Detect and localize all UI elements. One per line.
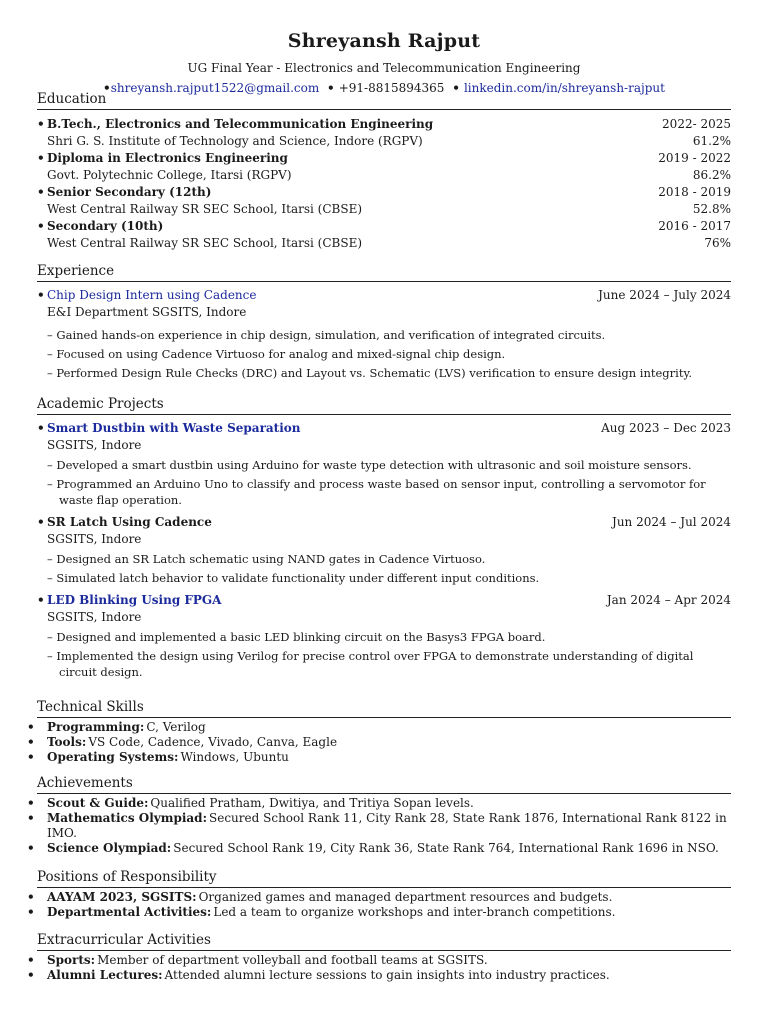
bullet-icon: • — [37, 421, 45, 435]
activity-item: • Alumni Lectures: Attended alumni lecture sessions to gain insights into industry practices. — [27, 968, 610, 982]
section-heading: Education — [37, 90, 731, 110]
project-org: SGSITS, Indore — [47, 610, 142, 624]
achievement-item: • Mathematics Olympiad: Secured School Rank 11, City Rank 28, State Rank 1876, International Rank 8122 in IMO. — [27, 811, 727, 840]
email-link[interactable]: shreyansh.rajput1522@gmail.com — [110, 81, 320, 95]
school-name: Shri G. S. Institute of Technology and Science, Indore (RGPV) — [47, 134, 423, 148]
degree-title: Diploma in Electronics Engineering — [47, 151, 288, 165]
project-point: – Designed and implemented a basic LED blinking circuit on the Basys3 FPGA board. — [47, 630, 546, 644]
section-heading: Technical Skills — [37, 698, 731, 718]
bullet-icon: • — [37, 185, 45, 199]
positions-section — [27, 868, 731, 920]
section-heading: Positions of Responsibility — [37, 868, 731, 888]
experience-section — [37, 262, 731, 381]
candidate-subtitle: UG Final Year - Electronics and Telecommunication Engineering — [187, 61, 581, 75]
project-point: – Programmed an Arduino Uno to classify and process waste based on sensor input, controlling a servomotor for waste flap operation. — [47, 477, 706, 507]
school-name: Govt. Polytechnic College, Itarsi (RGPV) — [47, 168, 292, 182]
experience-dates: June 2024 – July 2024 — [598, 288, 731, 302]
project-title-link[interactable]: LED Blinking Using FPGA — [47, 593, 222, 607]
project-org: SGSITS, Indore — [47, 438, 142, 452]
experience-point: – Performed Design Rule Checks (DRC) and Layout vs. Schematic (LVS) verification to ensure design integrity. — [47, 366, 693, 380]
bullet-icon: • — [327, 81, 335, 95]
project-dates: Jun 2024 – Jul 2024 — [612, 515, 731, 529]
experience-point: – Gained hands-on experience in chip design, simulation, and verification of integrated circuits. — [47, 328, 606, 342]
bullet-icon: • — [37, 515, 45, 529]
section-heading: Academic Projects — [37, 395, 731, 415]
education-years: 2019 - 2022 — [658, 151, 731, 165]
experience-role-link[interactable]: Chip Design Intern using Cadence — [47, 288, 257, 302]
degree-title: Senior Secondary (12th) — [47, 185, 212, 199]
education-score: 76% — [704, 236, 731, 250]
section-heading: Achievements — [37, 774, 731, 794]
experience-org: E&I Department SGSITS, Indore — [47, 305, 247, 319]
extracurricular-section — [27, 931, 731, 983]
project-point: – Developed a smart dustbin using Arduino for waste type detection with ultrasonic and soil moisture sensors. — [47, 458, 692, 472]
project-dates: Aug 2023 – Dec 2023 — [601, 421, 731, 435]
education-score: 61.2% — [692, 134, 731, 148]
section-heading: Extracurricular Activities — [37, 931, 731, 951]
bullet-icon: • — [37, 288, 45, 302]
achievements-section — [27, 774, 731, 856]
education-score: 86.2% — [692, 168, 731, 182]
education-section — [37, 90, 731, 252]
linkedin-link[interactable]: linkedin.com/in/shreyansh-rajput — [463, 81, 665, 95]
activity-item: • Sports: Member of department volleyball and football teams at SGSITS. — [27, 953, 488, 967]
experience-point: – Focused on using Cadence Virtuoso for analog and mixed-signal chip design. — [47, 347, 506, 361]
project-dates: Jan 2024 – Apr 2024 — [606, 593, 731, 607]
projects-section — [37, 395, 731, 680]
bullet-icon: • — [452, 81, 460, 95]
skill-item: • Tools: VS Code, Cadence, Vivado, Canva, Eagle — [27, 735, 338, 749]
achievement-item: • Scout & Guide: Qualified Pratham, Dwitiya, and Tritiya Sopan levels. — [27, 796, 474, 810]
school-name: West Central Railway SR SEC School, Itarsi (CBSE) — [47, 236, 363, 250]
degree-title: Secondary (10th) — [47, 219, 164, 233]
skills-section — [27, 698, 731, 765]
education-years: 2018 - 2019 — [658, 185, 731, 199]
position-item: • AAYAM 2023, SGSITS: Organized games and managed department resources and budgets. — [27, 890, 613, 904]
bullet-icon: • — [37, 219, 45, 233]
degree-title: B.Tech., Electronics and Telecommunication Engineering — [47, 117, 434, 131]
project-org: SGSITS, Indore — [47, 532, 142, 546]
position-item: • Departmental Activities: Led a team to organize workshops and inter-branch competitions. — [27, 905, 616, 919]
skill-item: • Operating Systems: Windows, Ubuntu — [27, 750, 289, 764]
education-years: 2016 - 2017 — [658, 219, 731, 233]
project-point: – Simulated latch behavior to validate functionality under different input conditions. — [47, 571, 540, 585]
bullet-icon: • — [37, 593, 45, 607]
section-heading: Experience — [37, 262, 731, 282]
phone-number: +91-8815894365 — [338, 81, 445, 95]
bullet-icon: • — [103, 81, 111, 95]
achievement-item: • Science Olympiad: Secured School Rank 19, City Rank 36, State Rank 764, International Rank 1696 in NSO. — [27, 841, 719, 855]
education-years: 2022- 2025 — [662, 117, 731, 131]
bullet-icon: • — [37, 117, 45, 131]
project-title-link[interactable]: Smart Dustbin with Waste Separation — [47, 421, 301, 435]
project-title: SR Latch Using Cadence — [47, 515, 212, 529]
project-point: – Implemented the design using Verilog for precise control over FPGA to demonstrate understanding of digital circuit design. — [47, 649, 694, 679]
candidate-name: Shreyansh Rajput — [287, 30, 481, 52]
school-name: West Central Railway SR SEC School, Itarsi (CBSE) — [47, 202, 363, 216]
project-point: – Designed an SR Latch schematic using NAND gates in Cadence Virtuoso. — [47, 552, 486, 566]
education-score: 52.8% — [692, 202, 731, 216]
bullet-icon: • — [37, 151, 45, 165]
skill-item: • Programming: C, Verilog — [27, 720, 206, 734]
